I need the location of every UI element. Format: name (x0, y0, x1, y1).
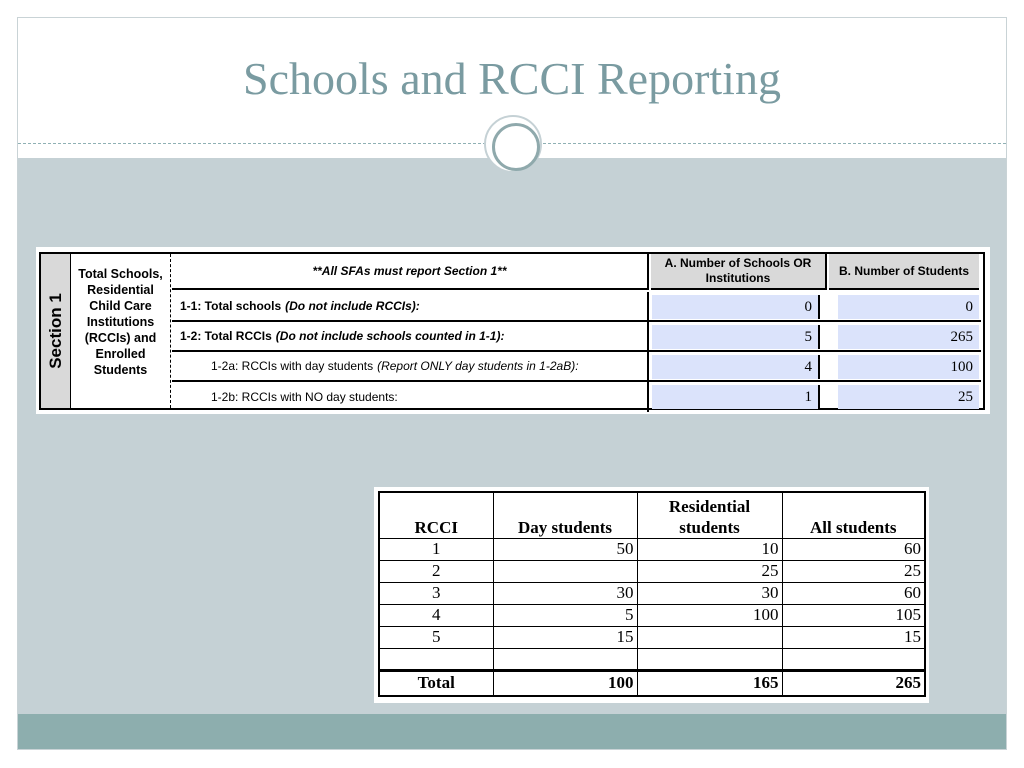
total-day-students-cell: 100 (493, 670, 637, 696)
table-row (379, 538, 925, 560)
section-row-label: Total Schools, Residential Child Care Institutions (RCCIs) and Enrolled Students (71, 254, 171, 408)
total-residential-students-cell: 165 (637, 670, 782, 696)
all-students-cell: 25 (782, 560, 925, 582)
all-students-cell: 60 (782, 582, 925, 604)
table-row (379, 626, 925, 648)
schools-count-field[interactable]: 1 (652, 385, 820, 409)
form-header-schools: A. Number of Schools OR Institutions (651, 254, 827, 290)
form-row-1-2 (172, 322, 981, 352)
form-row-label (172, 292, 649, 320)
form-row-title: 1-1: Total schools (180, 299, 282, 313)
section-label: Section 1 (46, 293, 65, 369)
column-header-all: All students (782, 492, 925, 538)
table-row (379, 604, 925, 626)
rcci-id-cell: 3 (379, 582, 493, 604)
total-all-students-cell: 265 (782, 670, 925, 696)
column-header-day: Day students (493, 492, 637, 538)
day-students-cell: 15 (493, 626, 637, 648)
form-header-students: B. Number of Students (829, 254, 979, 290)
form-row-note: (Do not include schools counted in 1-1): (275, 329, 505, 343)
slide-title: Schools and RCCI Reporting (243, 53, 781, 104)
day-students-cell (493, 560, 637, 582)
residential-students-cell: 30 (637, 582, 782, 604)
all-students-cell (782, 648, 925, 670)
form-row-1-2a (172, 352, 981, 382)
schools-count-field[interactable]: 0 (652, 295, 820, 319)
rcci-id-cell: 2 (379, 560, 493, 582)
schools-count-field[interactable]: 4 (652, 355, 820, 379)
section-1-form-frame (39, 252, 985, 410)
form-row-1-1 (172, 292, 981, 322)
all-students-cell: 105 (782, 604, 925, 626)
circle-ornament-icon (484, 115, 542, 173)
rcci-table (378, 491, 926, 697)
all-students-cell: 15 (782, 626, 925, 648)
form-row-label (172, 352, 649, 380)
total-label-cell: Total (379, 670, 493, 696)
students-count-field[interactable]: 100 (838, 355, 979, 379)
residential-students-cell: 10 (637, 538, 782, 560)
form-header-main: **All SFAs must report Section 1** (172, 254, 649, 290)
form-row-label (172, 322, 649, 350)
rcci-id-cell (379, 648, 493, 670)
form-row-label (172, 382, 649, 412)
residential-students-cell (637, 626, 782, 648)
column-header-rcci: RCCI (379, 492, 493, 538)
table-row (379, 560, 925, 582)
form-row-1-2b (172, 382, 981, 412)
residential-students-cell (637, 648, 782, 670)
students-count-field[interactable]: 0 (838, 295, 979, 319)
rcci-id-cell: 1 (379, 538, 493, 560)
slide (17, 17, 1007, 750)
schools-count-field[interactable]: 5 (652, 325, 820, 349)
table-total-row (379, 670, 925, 696)
section-tab (41, 254, 71, 408)
form-row-title: 1-2: Total RCCIs (180, 329, 272, 343)
table-row (379, 582, 925, 604)
section-1-form (36, 247, 990, 414)
form-row-title: 1-2a: RCCIs with day students (211, 359, 374, 373)
students-count-field[interactable]: 265 (838, 325, 979, 349)
residential-students-cell: 100 (637, 604, 782, 626)
students-count-field[interactable]: 25 (838, 385, 979, 409)
table-row-empty (379, 648, 925, 670)
footer-band (18, 714, 1006, 749)
residential-students-cell: 25 (637, 560, 782, 582)
day-students-cell (493, 648, 637, 670)
day-students-cell: 5 (493, 604, 637, 626)
rcci-id-cell: 4 (379, 604, 493, 626)
all-students-cell: 60 (782, 538, 925, 560)
day-students-cell: 30 (493, 582, 637, 604)
rcci-breakdown (374, 487, 929, 703)
form-row-title: 1-2b: RCCIs with NO day students: (211, 390, 398, 404)
day-students-cell: 50 (493, 538, 637, 560)
form-row-note: (Do not include RCCIs): (285, 299, 420, 313)
column-header-residential: Residential students (637, 492, 782, 538)
table-header-row (379, 492, 925, 538)
form-row-note: (Report ONLY day students in 1-2aB): (377, 359, 579, 373)
rcci-id-cell: 5 (379, 626, 493, 648)
